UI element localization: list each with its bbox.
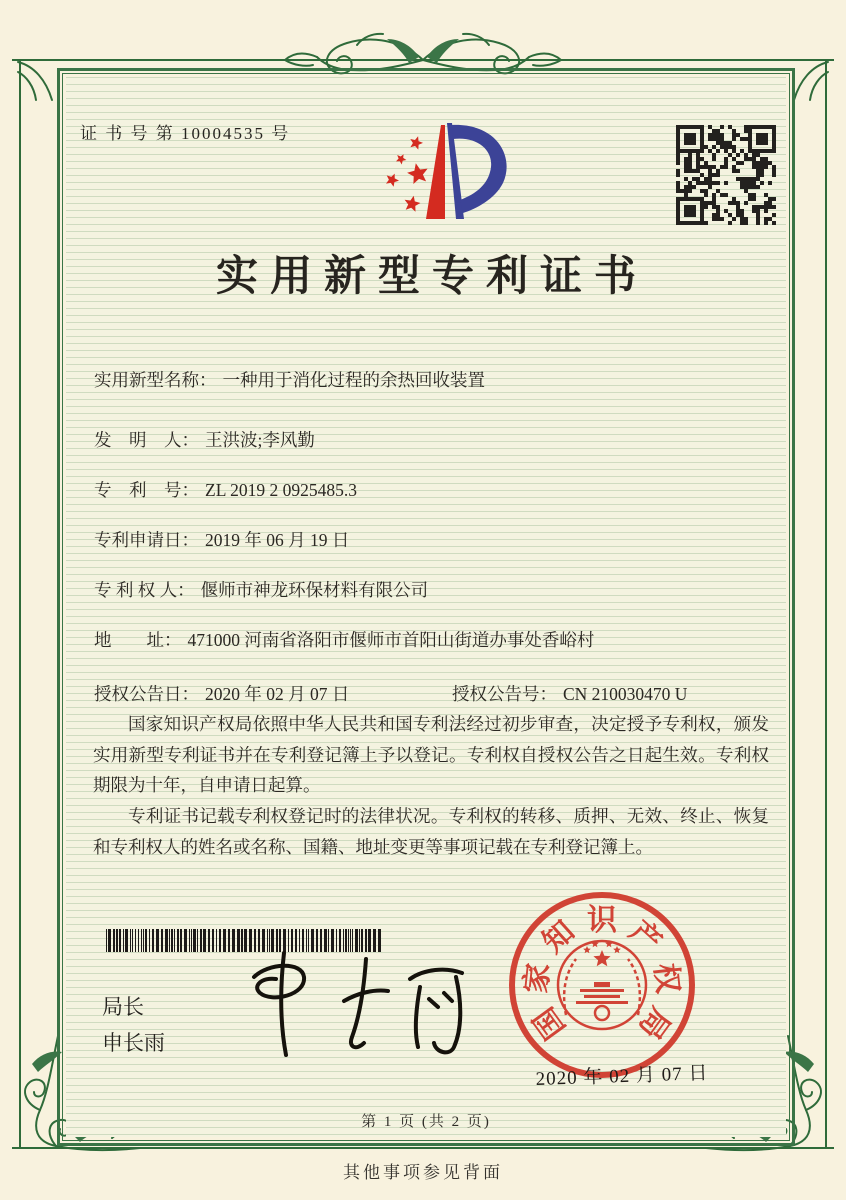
field-utility-model-name [94, 367, 766, 392]
field-value: 一种用于消化过程的余热回收装置 [222, 370, 485, 390]
field-value: 2020 年 02 月 07 日 [205, 684, 350, 704]
frame-right-line [825, 60, 827, 1148]
field-value: 王洪波;李风勤 [205, 430, 315, 450]
field-value: 2019 年 06 月 19 日 [205, 530, 350, 550]
svg-text:局: 局 [632, 1001, 677, 1045]
certificate-body [66, 77, 786, 1137]
certificate-border [57, 68, 795, 1146]
svg-text:知: 知 [536, 914, 581, 960]
field-label: 授权公告号： [452, 684, 557, 704]
field-grant-date [94, 681, 766, 706]
seal-date: 2020 年 02 月 07 日 [535, 1062, 709, 1091]
svg-text:权: 权 [648, 961, 685, 995]
field-value: CN 210030470 U [563, 684, 688, 704]
field-address [94, 627, 766, 652]
official-seal [504, 887, 700, 1083]
frame-left-line [19, 60, 21, 1148]
top-right-corner-curl [790, 56, 830, 102]
officer-name: 申长雨 [102, 1032, 165, 1055]
certificate-inner-border [62, 73, 790, 1141]
field-label: 地 址： [94, 630, 182, 650]
svg-text:识: 识 [587, 903, 617, 937]
field-value: 471000 河南省洛阳市偃师市首阳山街道办事处香峪村 [187, 630, 595, 650]
field-label: 授权公告日： [94, 684, 199, 704]
back-side-note: 其他事项参见背面 [343, 1163, 503, 1182]
field-patent-number [94, 477, 766, 502]
field-label: 专 利 权 人： [94, 580, 195, 600]
field-label: 专 利 号： [94, 480, 199, 500]
field-patentee [94, 577, 766, 602]
svg-text:家: 家 [519, 961, 556, 995]
field-label: 专利申请日： [94, 530, 199, 550]
legal-text [93, 709, 769, 862]
legal-paragraph-1: 国家知识产权局依照中华人民共和国专利法经过初步审查，决定授予专利权，颁发实用新型专利证书并在专利登记簿上予以登记。专利权自授权公告之日起生效。专利权期限为十年，自申请日起算。 [93, 714, 769, 796]
field-inventors [94, 427, 766, 452]
field-value: ZL 2019 2 0925485.3 [205, 480, 357, 500]
top-left-corner-curl [16, 56, 56, 102]
certificate-number: 证 书 号 第 10004535 号 [80, 124, 291, 143]
handwritten-signature [224, 943, 484, 1065]
field-label: 发 明 人： [94, 430, 199, 450]
certificate-title: 实用新型专利证书 [215, 254, 648, 300]
cnipa-logo [356, 109, 546, 239]
svg-text:国: 国 [527, 1001, 572, 1045]
field-grant-number [452, 681, 687, 706]
field-value: 偃师市神龙环保材料有限公司 [200, 580, 429, 600]
field-label: 实用新型名称： [94, 370, 217, 390]
field-application-date [94, 527, 766, 552]
seal-text [520, 904, 684, 1045]
legal-paragraph-2: 专利证书记载专利权登记时的法律状况。专利权的转移、质押、无效、终止、恢复和专利权人的姓名或名称、国籍、地址变更等事项记载在专利登记簿上。 [93, 805, 769, 857]
officer-title: 局长 [102, 996, 144, 1019]
svg-text:产: 产 [623, 914, 668, 960]
page-indicator: 第 1 页 (共 2 页) [361, 1114, 491, 1130]
qr-code [676, 125, 776, 225]
